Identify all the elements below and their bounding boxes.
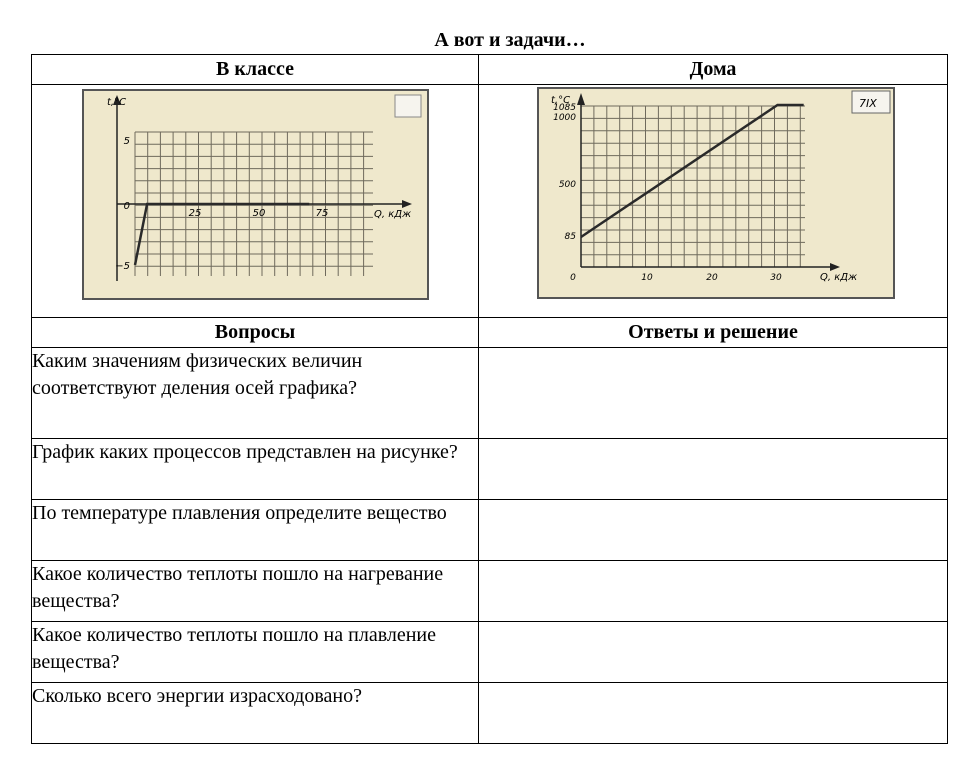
x-axis-label: Q, кДж [820, 272, 858, 283]
x-tick-label: 10 [641, 273, 653, 283]
question-text: Какое количество теплоты пошло на плавление вещества? [32, 622, 479, 683]
question-text: Каким значениям физических величин соответствуют деления осей графика? [32, 348, 479, 439]
y-tick-label: 5 [123, 136, 130, 147]
y-tick-label: 500 [558, 180, 576, 190]
answer-cell[interactable] [479, 683, 948, 744]
question-text: По температуре плавления определите вещество [32, 500, 479, 561]
question-text: Какое количество теплоты пошло на нагревание вещества? [32, 561, 479, 622]
question-row [32, 500, 948, 561]
page-title: А вот и задачи… [434, 29, 586, 51]
x-tick-label: 75 [315, 208, 329, 219]
y-axis-label: t,°C [551, 95, 571, 106]
answer-cell[interactable] [479, 348, 948, 439]
badge-box [395, 95, 421, 117]
y-tick-label: 1000 [553, 113, 576, 123]
x-tick-label: 30 [770, 273, 782, 283]
y-tick-label: 0 [123, 201, 130, 212]
question-text: График каких процессов представлен на рисунке? [32, 439, 479, 500]
subheader-row [32, 318, 948, 348]
subheader-questions: Вопросы [32, 318, 479, 348]
column-header-at-home: Дома [479, 55, 948, 85]
header-row [32, 55, 948, 85]
x-tick-label: 20 [706, 273, 718, 283]
column-header-in-class: В классе [32, 55, 479, 85]
x-tick-label: 0 [570, 273, 576, 283]
badge-label: 7IX [859, 97, 877, 110]
answer-cell[interactable] [479, 500, 948, 561]
y-tick-label: −5 [115, 261, 130, 272]
question-row [32, 622, 948, 683]
figure-cell-class [32, 85, 479, 318]
worksheet-table [31, 54, 948, 744]
graph-home [537, 87, 895, 300]
answer-cell[interactable] [479, 561, 948, 622]
graph-class [82, 89, 429, 301]
answer-cell[interactable] [479, 622, 948, 683]
answer-cell[interactable] [479, 439, 948, 500]
x-tick-label: 25 [188, 208, 202, 219]
subheader-answers: Ответы и решение [479, 318, 948, 348]
x-axis-label: Q, кДж [374, 209, 412, 220]
question-row [32, 348, 948, 439]
y-axis-label: t,°C [107, 97, 127, 108]
question-row [32, 439, 948, 500]
question-row [32, 561, 948, 622]
x-tick-label: 50 [252, 208, 266, 219]
y-tick-label: 1085 [553, 103, 576, 113]
figure-cell-home [479, 85, 948, 318]
y-tick-label: 85 [564, 232, 576, 242]
figure-row [32, 85, 948, 318]
question-row [32, 683, 948, 744]
question-text: Сколько всего энергии израсходовано? [32, 683, 479, 744]
